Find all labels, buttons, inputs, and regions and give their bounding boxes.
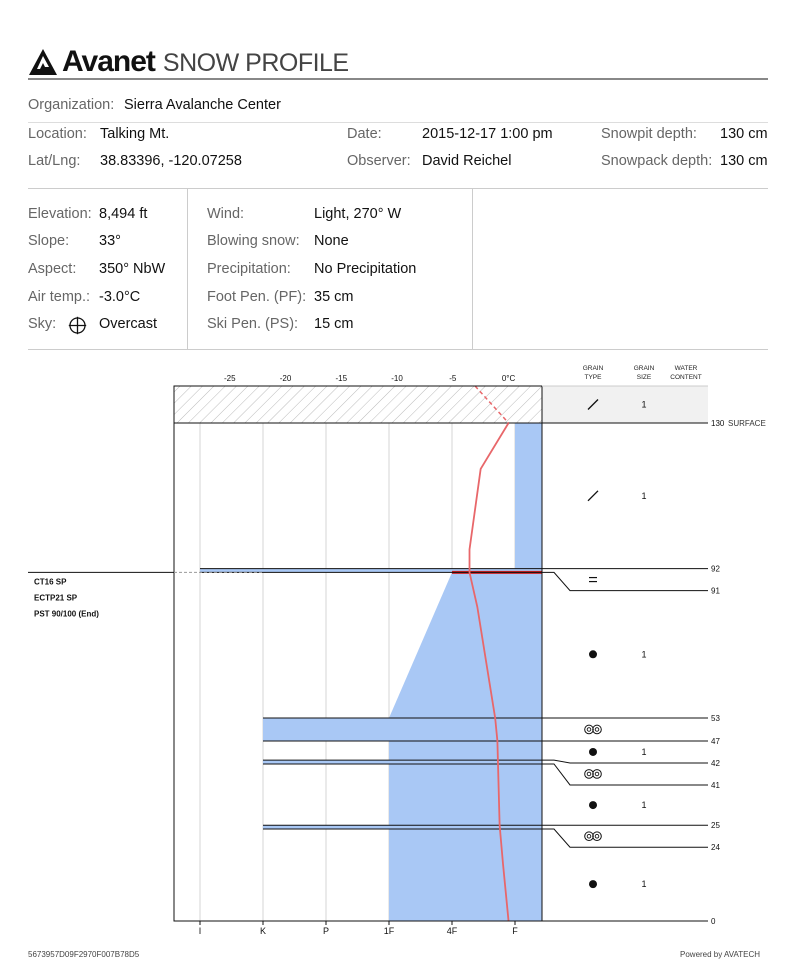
location-label: Location: [28,126,87,142]
depth-label: 91 [711,586,720,596]
grain-type-melt-form-icon [585,770,594,779]
column-header: SIZE [636,374,652,381]
temperature-tick-label: -20 [279,374,292,383]
precipitation-value: No Precipitation [314,261,417,277]
depth-label: 24 [711,843,720,853]
latlng-value: 38.83396, -120.07258 [100,153,242,169]
precipitation-label: Precipitation: [207,261,291,277]
snowpit-depth-label: Snowpit depth: [601,126,697,142]
depth-label: 41 [711,780,720,790]
grain-size-value: 1 [641,649,647,660]
layer-connector-line [542,764,708,785]
date-value: 2015-12-17 1:00 pm [422,126,553,142]
depth-label: 42 [711,758,720,768]
hardness-layer-bar [263,760,542,764]
hardness-layer-bar [389,741,542,760]
brand-name: Avanet [62,45,155,78]
hardness-tick-label: 4F [446,926,458,936]
organization-value: Sierra Avalanche Center [124,97,281,113]
surface-row-background [542,386,708,423]
temperature-tick-label: -5 [449,374,457,383]
column-header: GRAIN [633,365,655,372]
grain-type-melt-form-icon [587,728,591,732]
date-label: Date: [347,126,382,142]
observer-value: David Reichel [422,153,512,169]
stability-test-result: CT16 SP [34,577,67,587]
hardness-tick-label: K [259,926,267,936]
column-header: CONTENT [670,374,702,381]
layer-connector-line [542,572,708,590]
grain-type-melt-form-icon [587,772,591,776]
elevation-label: Elevation: [28,206,92,222]
depth-label: 0 [711,917,716,926]
temperature-tick-label: -15 [335,374,348,383]
above-surface-hatch [174,386,542,423]
location-value: Talking Mt. [100,126,170,142]
foot-pen-value: 35 cm [314,289,354,305]
temperature-tick-label: 0°C [501,374,516,383]
depth-label: 130 [711,419,725,428]
aspect-value: 350° NbW [99,261,166,277]
temperature-tick-label: -25 [223,374,236,383]
foot-pen-label: Foot Pen. (PF): [207,289,307,305]
snowpit-depth-value: 130 cm [720,126,768,142]
grain-type-melt-form-icon [585,725,594,734]
grain-type-melt-form-icon [595,772,599,776]
depth-label: 25 [711,821,720,831]
blowing-snow-value: None [314,233,349,249]
grain-size-value: 1 [641,490,647,501]
page-title: SNOW PROFILE [162,49,349,77]
grain-type-melt-form-icon [585,832,594,841]
grain-type-rounded-icon [589,650,597,658]
grain-type-melt-form-icon [587,834,591,838]
grain-size-value: 1 [641,879,647,890]
grain-type-melt-form-icon [595,728,599,732]
depth-label: 92 [711,564,720,574]
slope-label: Slope: [28,233,70,249]
hardness-layer-bar [389,572,542,718]
hardness-layer-bar [263,718,542,741]
latlng-label: Lat/Lng: [28,153,81,169]
air-temp-value: -3.0°C [99,289,141,305]
layer-connector-line [542,829,708,847]
column-header: GRAIN [582,365,604,372]
blowing-snow-label: Blowing snow: [207,233,300,249]
grain-size-value: 1 [641,746,647,757]
hardness-layer-bar [515,423,542,569]
ski-pen-label: Ski Pen. (PS): [207,316,299,332]
depth-label: 47 [711,736,720,746]
grain-type-rounded-icon [589,880,597,888]
hardness-tick-label: 1F [383,926,395,936]
snowpack-depth-value: 130 cm [720,153,768,169]
stability-test-result: PST 90/100 (End) [34,609,99,619]
surface-label: SURFACE [728,419,766,428]
sky-value: Overcast [99,316,158,332]
grain-size-value: 1 [641,800,647,811]
profile-id: 5673957D09F2970F007B78D5 [28,950,140,959]
observer-label: Observer: [347,153,411,169]
grain-size-value: 1 [641,399,647,410]
stability-test-result: ECTP21 SP [34,593,78,603]
elevation-value: 8,494 ft [99,206,148,222]
grain-type-rounded-icon [589,801,597,809]
ski-pen-value: 15 cm [314,316,354,332]
column-header: WATER [674,365,698,372]
wind-label: Wind: [207,206,245,222]
wind-value: Light, 270° W [314,206,402,222]
depth-label: 53 [711,713,720,723]
hardness-tick-label: F [512,926,518,936]
grain-type-melt-form-icon [593,770,602,779]
powered-by: Powered by AVATECH [680,950,761,959]
snowpack-depth-label: Snowpack depth: [601,153,713,169]
hardness-layer-bar [389,829,542,921]
slope-value: 33° [99,233,121,249]
grain-type-melt-form-icon [593,832,602,841]
sky-label: Sky: [28,316,57,332]
grain-type-melt-form-icon [595,834,599,838]
column-header: TYPE [584,374,602,381]
grain-type-faceted-icon [588,491,598,501]
hardness-layer-bar [389,764,542,825]
grain-type-melt-form-icon [593,725,602,734]
air-temp-label: Air temp.: [28,289,91,305]
organization-label: Organization: [28,97,115,113]
hardness-tick-label: P [322,926,330,936]
hardness-tick-label: I [198,926,202,936]
aspect-label: Aspect: [28,261,77,277]
grain-type-rounded-icon [589,748,597,756]
temperature-tick-label: -10 [391,374,403,383]
layer-connector-line [542,760,708,763]
